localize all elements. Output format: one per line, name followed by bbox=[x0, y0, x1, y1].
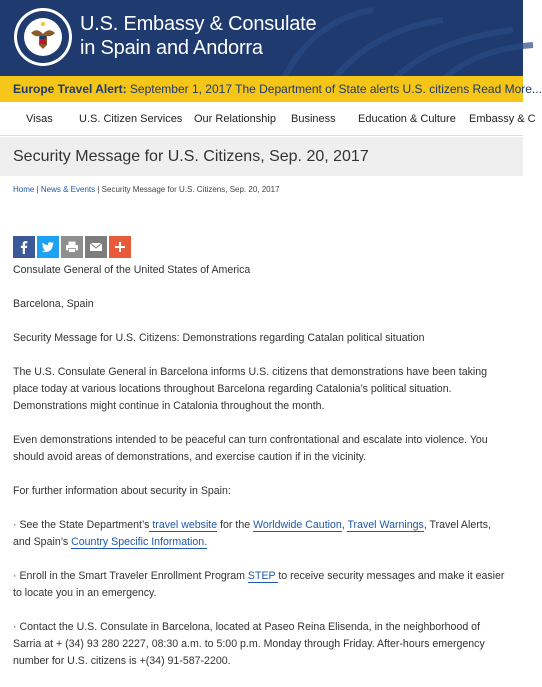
bullet-text: to receive security messages and make it easier to locate you in an emergency. bbox=[13, 570, 505, 599]
article-body bbox=[13, 262, 511, 687]
article-paragraph: Barcelona, Spain bbox=[13, 298, 94, 310]
bullet-text: , Travel Alerts, and Spain’s bbox=[13, 519, 491, 548]
travel-alert-message: September 1, 2017 The Department of State alerts U.S. citizens Read More... bbox=[126, 82, 542, 96]
share-email-button[interactable] bbox=[85, 236, 107, 258]
share-toolbar bbox=[13, 236, 131, 258]
nav-item-embassy[interactable]: Embassy & C bbox=[469, 113, 536, 125]
step-link[interactable]: STEP bbox=[247, 570, 279, 582]
nav-item-our-relationship[interactable]: Our Relationship bbox=[194, 113, 276, 125]
breadcrumb bbox=[13, 185, 280, 194]
article-paragraph: The U.S. Consulate General in Barcelona informs U.S. citizens that demonstrations have been taking place today at various locations throughout Barcelona regarding Catalonia’s political situation. Demonstrations might continue in Catalonia throughout the month. bbox=[13, 366, 488, 412]
share-twitter-button[interactable] bbox=[37, 236, 59, 258]
state-department-seal-icon[interactable] bbox=[13, 7, 73, 67]
twitter-icon bbox=[41, 240, 55, 254]
nav-item-citizen-services[interactable]: U.S. Citizen Services bbox=[79, 113, 183, 125]
email-icon bbox=[89, 240, 103, 254]
worldwide-caution-link[interactable]: Worldwide Caution bbox=[253, 519, 342, 531]
bullet-text: · Enroll in the Smart Traveler Enrollment Program bbox=[13, 570, 248, 582]
facebook-icon bbox=[17, 240, 31, 254]
bullet-text: for the bbox=[217, 519, 254, 531]
share-print-button[interactable] bbox=[61, 236, 83, 258]
article-paragraph: Consulate General of the United States of America bbox=[13, 264, 251, 276]
breadcrumb-news-link[interactable]: News & Events bbox=[40, 185, 96, 194]
bullet-text: , bbox=[341, 519, 348, 531]
nav-item-visas[interactable]: Visas bbox=[26, 113, 53, 125]
main-nav bbox=[0, 102, 536, 136]
country-specific-information-link[interactable]: Country Specific Information. bbox=[71, 536, 208, 548]
breadcrumb-separator: | bbox=[34, 185, 41, 194]
article-bullet bbox=[13, 568, 511, 602]
travel-warnings-link[interactable]: Travel Warnings bbox=[347, 519, 424, 531]
page-title: Security Message for U.S. Citizens, Sep. 20, 2017 bbox=[13, 148, 369, 165]
article-paragraph: For further information about security in Spain: bbox=[13, 485, 231, 497]
plus-icon bbox=[113, 240, 127, 254]
site-title-line2: in Spain and Andorra bbox=[80, 37, 263, 59]
travel-alert-label: Europe Travel Alert: bbox=[13, 82, 127, 96]
nav-item-education-culture[interactable]: Education & Culture bbox=[358, 113, 456, 125]
bullet-text: · See the State Department’s bbox=[13, 519, 150, 531]
article-bullet: · Contact the U.S. Consulate in Barcelona, located at Paseo Reina Elisenda, in the neighborhood of Sarria at + (34) 93 280 2227, 08:30 a.m. to 5:00 p.m. Monday through Friday. After-hours emergency number for U.S. citizens is +(34) 91-587-2200. bbox=[13, 621, 485, 667]
site-title-line1: U.S. Embassy & Consulate bbox=[80, 13, 317, 35]
breadcrumb-separator: | bbox=[95, 185, 102, 194]
nav-item-business[interactable]: Business bbox=[291, 113, 336, 125]
travel-website-link[interactable]: travel website bbox=[149, 519, 218, 531]
article-paragraph: Even demonstrations intended to be peaceful can turn confrontational and escalate into violence. You should avoid areas of demonstrations, and exercise caution if in the vicinity. bbox=[13, 434, 488, 463]
site-header bbox=[0, 0, 523, 76]
share-facebook-button[interactable] bbox=[13, 236, 35, 258]
share-more-button[interactable] bbox=[109, 236, 131, 258]
article-bullet bbox=[13, 517, 511, 551]
site-title[interactable] bbox=[80, 12, 316, 60]
travel-alert-bar[interactable] bbox=[0, 76, 542, 102]
print-icon bbox=[65, 240, 79, 254]
page-title-bar bbox=[0, 137, 523, 176]
breadcrumb-home-link[interactable]: Home bbox=[13, 185, 35, 194]
article-paragraph: Security Message for U.S. Citizens: Demonstrations regarding Catalan political situation bbox=[13, 332, 425, 344]
breadcrumb-current: Security Message for U.S. Citizens, Sep. 20, 2017 bbox=[101, 185, 280, 194]
travel-alert-text[interactable] bbox=[13, 82, 542, 96]
